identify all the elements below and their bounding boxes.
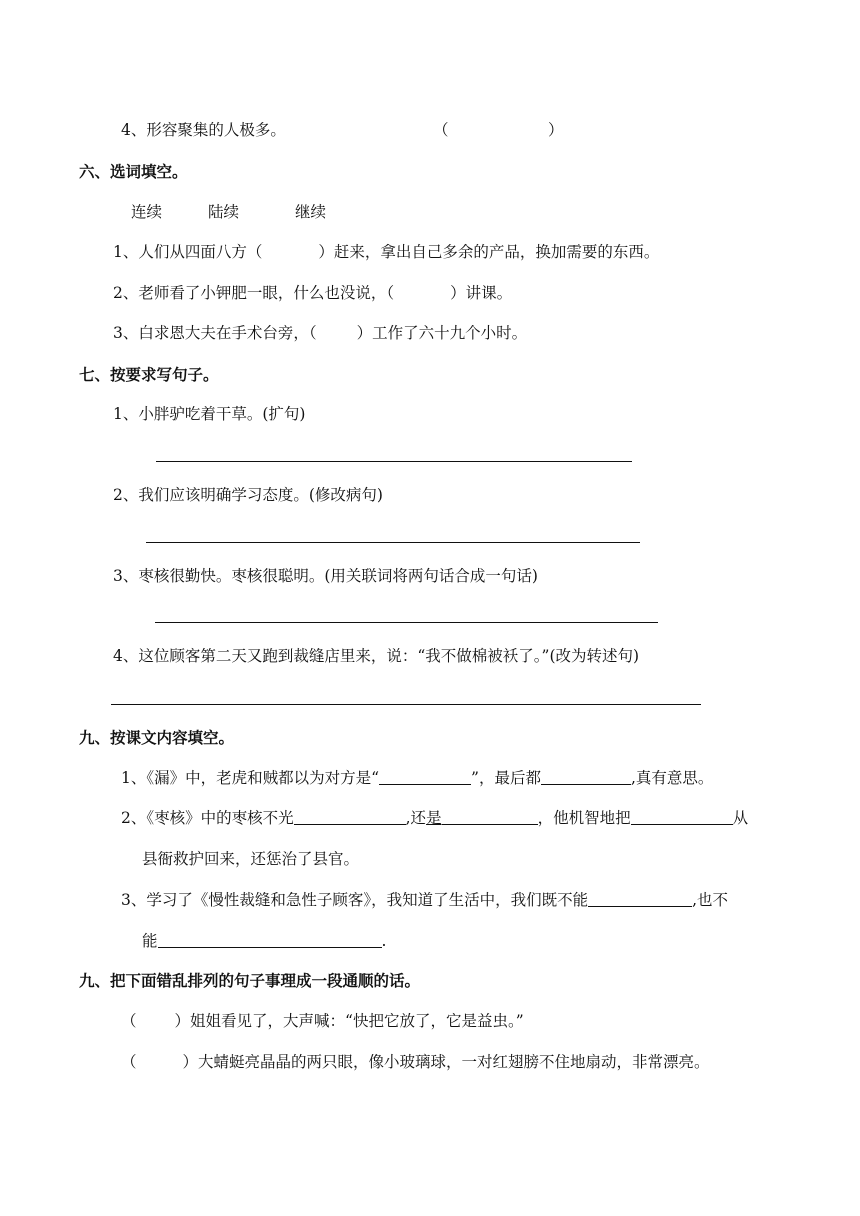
- s9b-q2-text: 大蜻蜓亮晶晶的两只眼，像小玻璃球，一对红翅膀不住地扇动，非常漂亮。: [198, 1053, 710, 1071]
- s9a-q3-part-a: 3、学习了《慢性裁缝和急性子顾客》，我知道了生活中，我们既不能: [121, 891, 589, 909]
- s7-heading: 七、按要求写句子。: [79, 366, 219, 384]
- s9a-q2: [121, 808, 748, 828]
- s9a-heading: 九、按课文内容填空。: [79, 729, 235, 747]
- s6-q3-pre: 3、白求恩大夫在手术台旁，（: [113, 324, 317, 342]
- s9a-q3-blank-2[interactable]: [158, 931, 382, 948]
- s6-q3: [113, 323, 527, 343]
- s6-q2-pre: 2、老师看了小钾肥一眼，什么也没说，（: [113, 284, 395, 302]
- s9b-q2-lp: （: [121, 1053, 137, 1071]
- s6-option-1: 连续: [131, 203, 163, 221]
- s9a-q1-blank-1[interactable]: [379, 768, 471, 785]
- s6-option-3: 继续: [295, 203, 327, 221]
- s9a-q3-part-c: 能: [142, 932, 158, 950]
- s9b-q1-lp: （: [121, 1012, 137, 1030]
- s5-item4: [121, 120, 286, 140]
- s9a-q2-cont: 县衙救护回来，还惩治了县官。: [142, 850, 360, 868]
- s9a-q1-part-a: 1、《漏》中，老虎和贼都以为对方是“: [121, 769, 380, 787]
- s7-q1: 1、小胖驴吃着干草。(扩句): [113, 405, 306, 423]
- s9a-q1-blank-2[interactable]: [541, 768, 631, 785]
- s9a-q2-blank-2[interactable]: [442, 808, 538, 825]
- s9a-q2-blank-1[interactable]: [294, 808, 406, 825]
- s9a-q2-blank-3[interactable]: [631, 808, 733, 825]
- s9b-q2: [121, 1052, 710, 1072]
- s9b-q2-rp: ）: [182, 1053, 199, 1071]
- s6-q2: [113, 283, 512, 303]
- s6-q1: [113, 242, 659, 262]
- s6-q1-pre: 1、人们从四面八方（: [113, 243, 263, 261]
- s9a-q3-part-d: .: [381, 932, 387, 950]
- s7-q2: 2、我们应该明确学习态度。(修改病句): [113, 486, 383, 504]
- s7-q4: 4、这位顾客第二天又跑到裁缝店里来，说：“我不做棉被袄了。”(改为转述句): [113, 647, 640, 665]
- s5-item4-lp: （: [433, 121, 449, 139]
- s6-q3-post: ）工作了六十九个小时。: [356, 324, 528, 342]
- s6-q1-post: ）赶来，拿出自己多余的产品，换加需要的东西。: [318, 243, 660, 261]
- s9b-q1: [121, 1011, 524, 1031]
- s9a-q1: [121, 768, 713, 788]
- s9a-q3-blank-1[interactable]: [588, 890, 692, 907]
- s9a-q2-part-d: 从: [732, 809, 749, 827]
- s6-option-2: 陆续: [208, 203, 240, 221]
- s9a-q2-part-c: ，他机智地把: [537, 809, 631, 827]
- s9b-q1-rp: ）: [174, 1012, 191, 1030]
- s9a-q3-cont: [142, 931, 386, 951]
- s5-item4-rp: ）: [548, 121, 564, 139]
- s9a-q2-part-b: ,还: [405, 809, 427, 827]
- s7-q1-answer-line[interactable]: [156, 461, 632, 462]
- s7-q3-answer-line[interactable]: [155, 622, 658, 623]
- s9a-q2-part-a: 2、《枣核》中的枣核不光: [121, 809, 294, 827]
- s9a-q3-part-b: ,也不: [692, 891, 729, 909]
- s9b-heading: 九、把下面错乱排列的句子事理成一段通顺的话。: [79, 972, 421, 990]
- s7-q2-answer-line[interactable]: [146, 542, 640, 543]
- s6-heading: 六、选词填空。: [79, 163, 188, 181]
- s9a-q1-part-b: ”，最后都: [471, 769, 541, 787]
- s5-item4-text: 4、形容聚集的人极多。: [121, 121, 286, 139]
- s9a-q3: [121, 890, 728, 910]
- s7-q4-answer-line[interactable]: [111, 704, 701, 705]
- s6-q2-post: ）讲课。: [450, 284, 513, 302]
- s9b-q1-text: 姐姐看见了，大声喊：“快把它放了，它是益虫。”: [190, 1012, 524, 1030]
- s7-q3: 3、枣核很勤快。枣核很聪明。(用关联词将两句话合成一句话): [113, 567, 538, 585]
- s9a-q2-part-b2: 是: [426, 809, 442, 827]
- s9a-q1-part-c: ,真有意思。: [630, 769, 714, 787]
